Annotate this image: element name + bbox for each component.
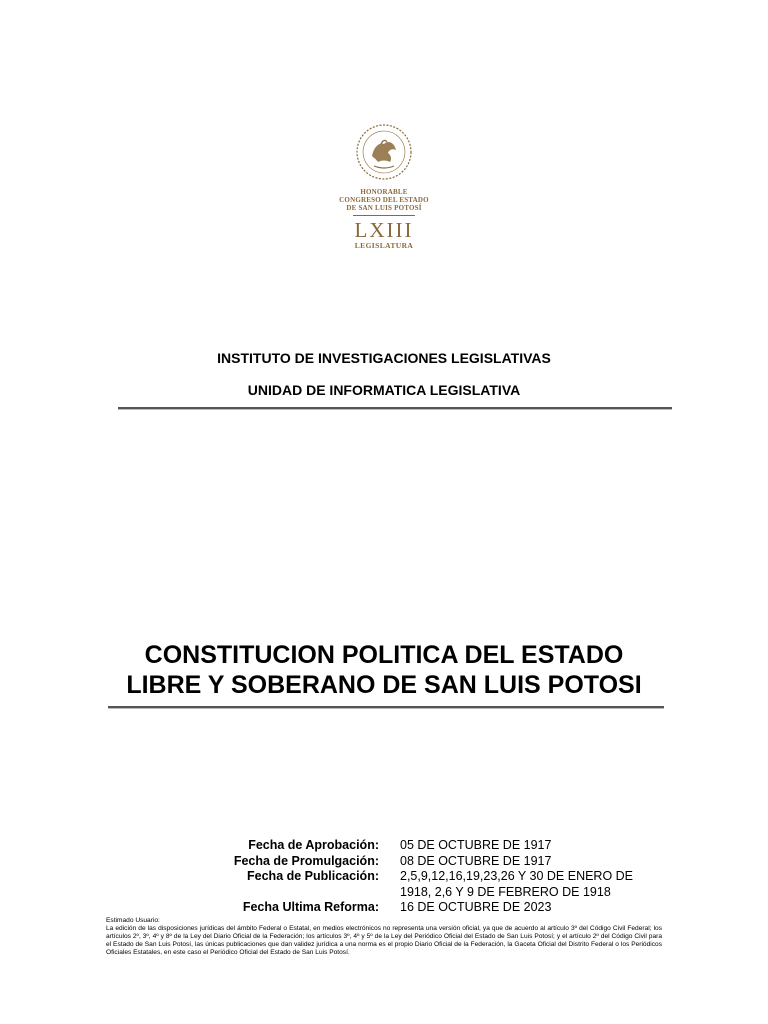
date-label: Fecha Ultima Reforma:	[242, 900, 379, 914]
institute-heading: INSTITUTO DE INVESTIGACIONES LEGISLATIVAS	[217, 350, 551, 366]
seal-line-1: HONORABLE	[360, 188, 408, 196]
title-line-1: CONSTITUCION POLITICA DEL ESTADO	[144, 641, 624, 669]
notice-greeting: Estimado Usuario:	[106, 917, 160, 924]
date-label: Fecha de Publicación:	[247, 869, 379, 883]
date-value: 08 DE OCTUBRE DE 1917	[400, 853, 552, 868]
date-row-last-reform	[0, 900, 768, 916]
title-divider	[108, 706, 664, 709]
document-title	[0, 640, 768, 700]
title-line-2: LIBRE Y SOBERANO DE SAN LUIS POTOSI	[126, 671, 642, 699]
date-value: 16 DE OCTUBRE DE 2023	[400, 900, 552, 914]
user-notice	[106, 917, 662, 957]
seal-numeral: LXIII	[354, 218, 414, 242]
date-value: 05 DE OCTUBRE DE 1917	[400, 838, 552, 852]
date-row-approval	[0, 838, 768, 854]
seal-divider	[353, 215, 415, 216]
seal-line-3: DE SAN LUIS POTOSÍ	[346, 204, 422, 212]
date-label: Fecha de Aprobación:	[248, 838, 379, 852]
eagle-emblem-icon	[354, 122, 414, 182]
header-divider	[118, 407, 672, 410]
notice-body: La edición de las disposiciones jurídicas del ámbito Federal o Estatal, en medios electrónicos no representa una versión oficial, ya que de acuerdo al artículo 3º del Código Civil Federal; los artículos 2º, 3º, 4º y 8º de la Ley del Diario Oficial de la Federación; los artículos 3º, 4º y 5º de la Ley del Periódico Oficial del Estado de San Luis Potosí; y el artículo 2º del Código Civil para el Estado de San Luis Potosí, las únicas publicaciones que dan validez jurídica a una norma es el propio Diario Oficial de la Federación, la Gaceta Oficial del Distrito Federal o los Periódicos Oficiales Estatales, en este caso el Periódico Oficial del Estado de San Luis Potosí.	[106, 925, 662, 956]
date-label: Fecha de Promulgación:	[233, 853, 379, 868]
unit-heading: UNIDAD DE INFORMATICA LEGISLATIVA	[247, 382, 521, 398]
seal-legislatura: LEGISLATURA	[354, 241, 414, 250]
dates-block	[0, 838, 768, 916]
seal-line-2: CONGRESO DEL ESTADO	[339, 196, 429, 204]
date-row-promulgation	[0, 854, 768, 870]
date-value: 2,5,9,12,16,19,23,26 Y 30 DE ENERO DE 1918, 2,6 Y 9 DE FEBRERO DE 1918	[400, 869, 634, 899]
congress-seal	[334, 122, 434, 250]
date-row-publication	[0, 869, 768, 900]
